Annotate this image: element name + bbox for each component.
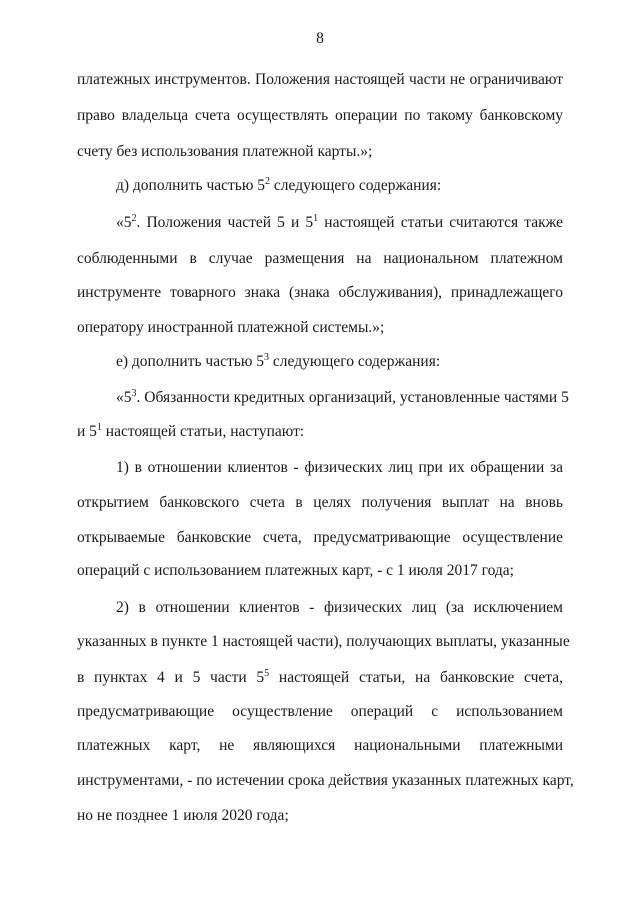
- line-text: в пунктах 4 и 5 части 5: [77, 669, 265, 686]
- text-line: [77, 142, 563, 162]
- line-text: оператору иностранной платежной системы.»;: [77, 319, 385, 336]
- text-line: [77, 702, 563, 722]
- line-text: открываемые банковские счета, предусматривающие осуществление: [77, 529, 563, 546]
- text-line: [77, 70, 563, 90]
- text-line: [77, 736, 563, 756]
- superscript: 1: [313, 213, 319, 224]
- line-text: 2) в отношении клиентов - физических лиц (за исключением: [116, 599, 563, 616]
- line-text: д) дополнить частью 5: [116, 177, 266, 194]
- line-text: но не позднее 1 июля 2020 года;: [77, 807, 289, 824]
- text-line: [77, 771, 574, 791]
- line-text: настоящей статьи, наступают:: [101, 423, 305, 440]
- text-line: [116, 176, 563, 196]
- text-line: [116, 388, 569, 408]
- superscript: 3: [131, 388, 137, 399]
- text-line: [77, 493, 563, 513]
- text-line: [116, 458, 563, 478]
- line-text: инструменте товарного знака (знака обслуживания), принадлежащего: [77, 284, 563, 301]
- line-text: настоящей статьи, на банковские счета,: [269, 669, 564, 686]
- line-text: «5: [116, 389, 132, 406]
- line-text: . Положения частей 5 и 5: [136, 214, 314, 231]
- text-line: [77, 561, 563, 581]
- line-text: платежных карт, не являющихся национальными платежными: [77, 737, 563, 754]
- text-line: [116, 213, 563, 233]
- superscript: 5: [264, 668, 270, 679]
- text-line: [77, 528, 563, 548]
- superscript: 2: [131, 213, 137, 224]
- line-text: открытием банковского счета в целях получения выплат на вновь: [77, 494, 563, 511]
- text-line: [77, 806, 563, 826]
- text-line: [116, 352, 563, 372]
- page-number: 8: [316, 30, 324, 47]
- superscript: 1: [96, 422, 102, 433]
- line-text: право владельца счета осуществлять операции по такому банковскому: [77, 107, 563, 124]
- line-text: е) дополнить частью 5: [116, 353, 265, 370]
- line-text: соблюденными в случае размещения на национальном платежном: [77, 250, 563, 267]
- line-text: следующего содержания:: [269, 353, 441, 370]
- text-line: [77, 422, 563, 442]
- text-line: [116, 598, 563, 618]
- text-line: [77, 106, 563, 126]
- line-text: «5: [116, 214, 132, 231]
- line-text: инструментами, - по истечении срока действия указанных платежных карт,: [77, 772, 574, 789]
- line-text: операций с использованием платежных карт, - с 1 июля 2017 года;: [77, 562, 514, 579]
- text-line: [77, 318, 563, 338]
- line-text: 1) в отношении клиентов - физических лиц при их обращении за: [116, 459, 563, 476]
- superscript: 3: [264, 352, 270, 363]
- text-line: [77, 283, 563, 303]
- line-text: платежных инструментов. Положения настоящей части не ограничивают: [77, 71, 563, 88]
- line-text: следующего содержания:: [270, 177, 442, 194]
- text-line: [77, 632, 570, 652]
- line-text: счету без использования платежной карты.»;: [77, 143, 373, 160]
- text-line: [77, 668, 563, 688]
- line-text: настоящей статьи считаются также: [318, 214, 563, 231]
- superscript: 2: [265, 176, 271, 187]
- line-text: и 5: [77, 423, 97, 440]
- line-text: . Обязанности кредитных организаций, установленные частями 5: [136, 389, 569, 406]
- line-text: предусматривающие осуществление операций с использованием: [77, 703, 563, 720]
- text-line: [77, 249, 563, 269]
- line-text: указанных в пункте 1 настоящей части), получающих выплаты, указанные: [77, 633, 570, 650]
